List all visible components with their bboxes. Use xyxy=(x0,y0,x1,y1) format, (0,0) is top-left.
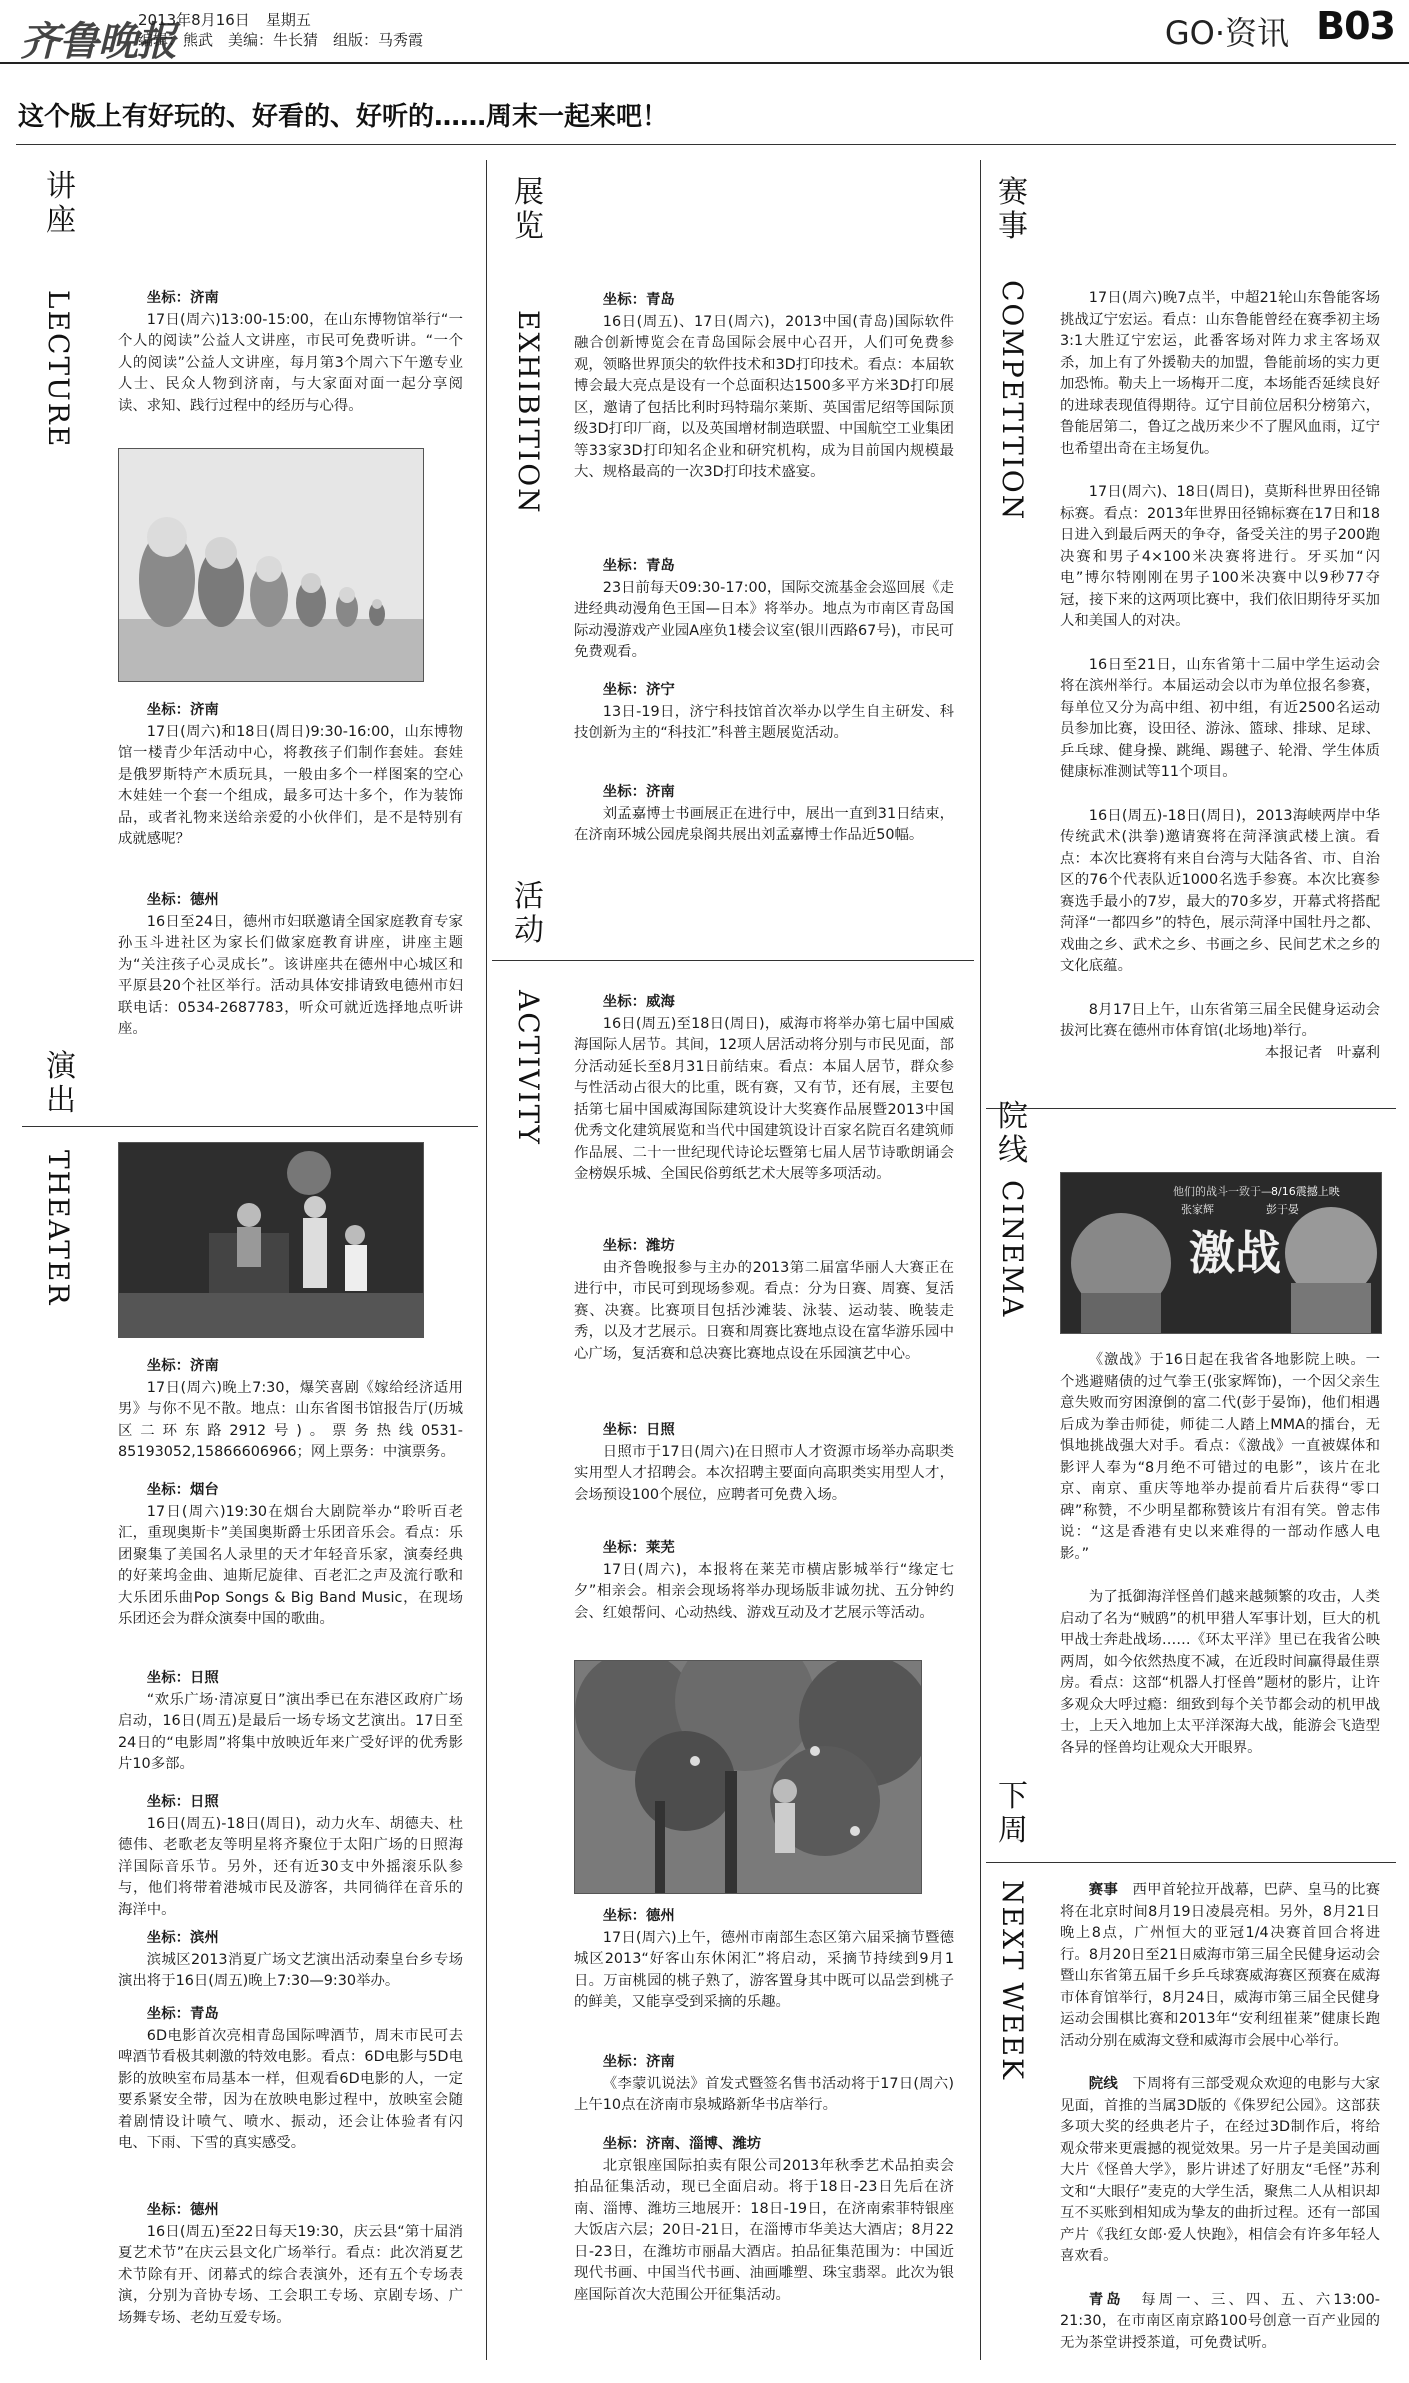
activity-item xyxy=(574,1538,954,1646)
item-body: 16日(周五)至22日每天19:30，庆云县“第十届消夏艺术节”在庆云县文化广场举行。看点：此次消夏艺术节除有开、闭幕式的综合表演外，还有五个专场表演，分别为音协专场、工会职工专场、京剧专场、广场舞专场、老幼互爱专场。 xyxy=(118,2223,463,2326)
coord-label: 坐标：青岛 xyxy=(602,558,675,574)
coord-label: 坐标：济南 xyxy=(146,1358,219,1374)
exhibition-label-en: EXHIBITION xyxy=(512,310,545,515)
column-divider xyxy=(980,160,981,2360)
theater-item xyxy=(118,1480,463,1653)
exhibition-item xyxy=(574,556,954,686)
exhibition-item xyxy=(574,782,954,869)
item-body: “欢乐广场·清凉夏日”演出季已在东港区政府广场启动，16日(周五)是最后一场专场文艺演出。17日至24日的“电影周”将集中放映近年来广受好评的优秀影片10多部。 xyxy=(118,1691,463,1772)
item-body: 日照市于17日(周六)在日照市人才资源市场举办高职类实用型人才招聘会。本次招聘主要面向高职类实用型人才，会场预设100个展位，应聘者可免费入场。 xyxy=(574,1443,954,1503)
item-body: 17日(周六)和18日(周日)9:30-16:00，山东博物馆一楼青少年活动中心，将教孩子们制作套娃。套娃是俄罗斯特产木质玩具，一般由多个一样图案的空心木娃娃一个套一个组成，最多可达十多个，作为装饰品，或者礼物来送给亲爱的小伙伴们，是不是特别有成就感呢？ xyxy=(118,723,463,847)
activity-item xyxy=(574,992,954,1208)
theater-item xyxy=(118,1356,463,1486)
matryoshka-dolls-photo xyxy=(118,448,424,682)
competition-text xyxy=(1060,288,1380,1086)
next-week-label: 下周 xyxy=(998,1779,1028,1848)
item-body: 23日前每天09:30-17:00，国际交流基金会巡回展《走进经典动漫角色王国—日本》将举办。地点为市南区青岛国际动漫游戏产业园A座负1楼会议室(银川西路67号)，市民可免费观看。 xyxy=(574,579,954,660)
reporter-signature: 本报记者 叶嘉利 xyxy=(1264,1044,1380,1061)
item-body: 西甲首轮拉开战幕，巴萨、皇马的比赛将在北京时间8月19日凌晨亮相。另外，8月21日晚上8点，广州恒大的亚冠1/4决赛首回合将进行。8月20日至21日威海市第三届全民健身运动会暨山东省第五届千乡乒乓球赛威海赛区预赛在威海市体育馆举行，8月24日，威海市第三届全民健身运动会围棋比赛和2013年“安利纽崔莱”健康长跑活动分别在威海文登和威海市会展中心举行。 xyxy=(1060,1882,1380,2049)
item-body: 17日(周六)，本报将在莱芜市横店影城举行“缘定七夕”相亲会。相亲会现场将举办现场版非诚勿扰、五分钟约会、红娘帮问、心动热线、游戏互动及才艺展示等活动。 xyxy=(574,1561,954,1621)
theater-item xyxy=(118,1928,463,2015)
stage-performance-photo xyxy=(118,1142,424,1338)
item-body: 滨城区2013消夏广场文艺演出活动秦皇台乡专场演出将于16日(周五)晚上7:30—9:30举办。 xyxy=(118,1951,463,1989)
coord-label: 坐标：德州 xyxy=(602,1908,675,1924)
activity-item xyxy=(574,2134,954,2328)
lecture-item xyxy=(118,700,463,873)
coord-label: 坐标：德州 xyxy=(146,2202,219,2218)
item-body: 17日(周六)、18日(周日)，莫斯科世界田径锦标赛。看点：2013年世界田径锦标赛在17日和18日进入到最后两天的争夺，备受关注的男子200跑决赛和男子4×100米决赛将进行。牙买加“闪电”博尔特刚刚在男子100米决赛中以9秒77夺冠，接下来的这两项比赛中，我们依旧期待牙买加人和美国人的对决。 xyxy=(1060,484,1380,629)
section-divider xyxy=(986,1108,1396,1109)
item-lead: 青岛 xyxy=(1088,2291,1124,2308)
activity-item xyxy=(574,1236,954,1387)
staff-credits: 编辑：熊武 美编：牛长猜 组版：马秀霞 xyxy=(138,31,424,49)
coord-label: 坐标：滨州 xyxy=(146,1930,219,1946)
section-name: GO·资讯 xyxy=(1164,14,1289,52)
issue-meta xyxy=(138,10,423,50)
coord-label: 坐标：济南 xyxy=(602,784,675,800)
item-body: 《激战》于16日起在我省各地影院上映。一个逃避赌债的过气拳王(张家辉饰)，一个因父亲生意失败而穷困潦倒的富二代(彭于晏饰)，他们相遇后成为拳击师徒，师徒二人踏上MMA的擂台，无惧地挑战强大对手。看点：《激战》一直被媒体和影评人奉为“8月绝不可错过的电影”，该片在北京、南京、重庆等地举办提前看片后获得“零口碑”称赞，不少明星都称赞该片有泪有笑。曾志伟说：“这是香港有史以来难得的一部动作感人电影。” xyxy=(1060,1352,1380,1562)
column-divider xyxy=(486,160,487,2360)
item-body: 17日(周六)19:30在烟台大剧院举办“聆听百老汇，重现奥斯卡”美国奥斯爵士乐团音乐会。看点：乐团聚集了美国名人录里的天才年轻音乐家，演奏经典的好莱坞金曲、迪斯尼旋律、百老汇之声及流行歌和大乐团乐曲Pop Songs & Big Band Music，在现场乐团还会为群众演奏中国的歌曲。 xyxy=(118,1503,463,1627)
item-body: 下周将有三部受观众欢迎的电影与大家见面，首推的当属3D版的《侏罗纪公园》。这部获多项大奖的经典老片子，在经过3D制作后，将给观众带来更震撼的视觉效果。另一片子是美国动画大片《怪兽大学》，影片讲述了好朋友“毛怪”苏利文和“大眼仔”麦克的大学生活，聚焦二人从相识却互不买账到相知成为挚友的曲折过程。还有一部国产片《我红女郎·爱人快跑》，相信会有许多年轻人喜欢看。 xyxy=(1060,2076,1380,2264)
exhibition-item xyxy=(574,680,954,767)
coord-label: 坐标：济宁 xyxy=(602,682,675,698)
coord-label: 坐标：烟台 xyxy=(146,1482,219,1498)
page-headline: 这个版上有好玩的、好看的、好听的……周末一起来吧！ xyxy=(18,102,669,132)
item-body: 由齐鲁晚报参与主办的2013第二届富华丽人大赛正在进行中，市民可到现场参观。看点：分为日赛、周赛、复活赛、决赛。比赛项目包括沙滩装、泳装、运动装、晚装走秀，以及才艺展示。日赛和周赛比赛地点设在富华游乐园中心广场，复活赛和总决赛比赛地点设在乐园演艺中心。 xyxy=(574,1259,954,1362)
activity-item xyxy=(574,2052,954,2139)
item-body: 16日(周五)至18日(周日)，威海市将举办第七届中国威海国际人居节。其间，12项人居活动将分别与市民见面，部分活动延长至8月31日前结束。看点：本届人居节，群众参与性活动占很大的比重，既有赛，又有节，还有展，主要包括第七届中国威海国际建筑设计大奖赛作品展暨2013中国优秀文化建筑展览和当代中国建筑设计百家名院百名建筑师作品展、二十一世纪现代诗论坛暨第七届人居节诗歌朗诵会金榜娱乐城、全国民俗剪纸艺术大展等多项活动。 xyxy=(574,1015,954,1182)
exhibition-label: 展览 xyxy=(514,175,544,244)
next-week-label-en: NEXT WEEK xyxy=(996,1880,1029,2082)
activity-label: 活动 xyxy=(514,879,544,948)
lecture-item xyxy=(118,288,463,439)
poster-actor1: 张家辉 xyxy=(1181,1203,1214,1216)
poster-tagline: 他们的战斗一致于— xyxy=(1173,1185,1272,1198)
item-body: 17日(周六)上午，德州市南部生态区第六届采摘节暨德城区2013“好客山东休闲汇”将启动，采摘节持续到9月1日。万亩桃园的桃子熟了，游客置身其中既可以品尝到桃子的鲜美，又能享受到采摘的乐趣。 xyxy=(574,1929,954,2010)
item-lead: 院线 xyxy=(1088,2076,1118,2092)
theater-item xyxy=(118,2004,463,2177)
item-body: 北京银座国际拍卖有限公司2013年秋季艺术品拍卖会拍品征集活动，现已全面启动。将于18日-23日先后在济南、淄博、潍坊三地展开：18日-19日，在济南索菲特银座大饭店六层；20日-21日，在淄博市华美达大酒店；8月22日-23日，在潍坊市丽晶大酒店。拍品征集范围为：中国近现代书画、中国当代书画、油画雕塑、珠宝翡翠。此次为银座国际首次大范围公开征集活动。 xyxy=(574,2157,954,2303)
lecture-item xyxy=(118,890,463,1063)
coord-label: 坐标：青岛 xyxy=(602,292,675,308)
masthead xyxy=(0,0,1409,64)
item-body: 17日(周六)13:00-15:00，在山东博物馆举行“一个人的阅读”公益人文讲座，市民可免费听讲。“一个人的阅读”公益人文讲座，每月第3个周六下午邀专业人士、民众人物到济南，与大家面对面一起分享阅读、求知、践行过程中的经历与心得。 xyxy=(118,311,463,414)
theater-item xyxy=(118,2200,463,2351)
issue-date: 2013年8月16日 xyxy=(138,11,250,29)
item-body: 16日至21日，山东省第十二届中学生运动会将在滨州举行。本届运动会以市为单位报名参赛，每单位又分为高中组、初中组，有近2500名运动员参加比赛，设田径、游泳、篮球、排球、足球、乒乓球、健身操、跳绳、踢毽子、轮滑、学生体质健康标准测试等11个项目。 xyxy=(1060,656,1380,780)
exhibition-item xyxy=(574,290,954,506)
coord-label: 坐标：德州 xyxy=(146,892,219,908)
coord-label: 坐标：威海 xyxy=(602,994,675,1010)
theater-item xyxy=(118,1668,463,1798)
peach-orchard-photo xyxy=(574,1660,922,1894)
theater-label-en: THEATER xyxy=(42,1150,75,1307)
activity-label-en: ACTIVITY xyxy=(512,990,545,1146)
item-body: 为了抵御海洋怪兽们越来越频繁的攻击，人类启动了名为“贼鸥”的机甲猎人军事计划，巨大的机甲战士奔赴战场……《环太平洋》里已在我省公映两周，如今依然热度不减，在近段时间赢得最佳票房。看点：这部“机器人打怪兽”题材的影片，让许多观众大呼过瘾：细致到每个关节都会动的机甲战士，上天入地加上太平洋深海大战，能游会飞造型各异的怪兽均让观众大开眼界。 xyxy=(1060,1589,1380,1756)
poster-date: 8/16震撼上映 xyxy=(1271,1185,1340,1198)
next-week-text xyxy=(1060,1880,1380,2376)
coord-label: 坐标：日照 xyxy=(146,1670,219,1686)
coord-label: 坐标：日照 xyxy=(602,1422,675,1438)
item-body: 16日(周五)、17日(周六)，2013中国(青岛)国际软件融合创新博览会在青岛国际会展中心召开，人们可免费参观，领略世界顶尖的软件技术和3D打印技术。看点：本届软博会最大亮点是设有一个总面积达1500多平方米3D打印展区，邀请了包括比利时玛特瑞尔莱斯、英国雷尼绍等国际顶级3D打印厂商，以及英国增材制造联盟、中国航空工业集团等33家3D打印知名企业和研究机构，成为目前国内规模最大、规格最高的一次3D打印技术盛宴。 xyxy=(574,313,955,480)
headline-rule xyxy=(16,144,1396,145)
coord-label: 坐标：济南 xyxy=(602,2054,675,2070)
coord-label: 坐标：青岛 xyxy=(146,2006,219,2022)
item-body: 6D电影首次亮相青岛国际啤酒节，周末市民可去啤酒节看极其刺激的特效电影。看点：6D电影与5D电影的放映室布局基本一样，但观看6D电影的人，一定要系紧安全带，因为在放映电影过程中，放映室会随着剧情设计喷气、喷水、振动，还会让体验者有闪电、下雨、下雪的真实感受。 xyxy=(118,2027,463,2151)
poster-actor2: 彭于晏 xyxy=(1266,1203,1299,1216)
poster-title: 激战 xyxy=(1189,1226,1281,1280)
activity-item xyxy=(574,1906,954,2036)
issue-weekday: 星期五 xyxy=(265,11,311,29)
lecture-label: 讲座 xyxy=(46,169,76,238)
item-lead: 赛事 xyxy=(1088,1882,1118,1898)
page-number: B03 xyxy=(1316,4,1395,48)
newspaper-logo: 齐鲁晚报 xyxy=(20,18,176,65)
section-divider xyxy=(492,960,974,961)
theater-item xyxy=(118,1792,463,1943)
item-body: 17日(周六)晚上7:30，爆笑喜剧《嫁给经济适用男》与你不见不散。地点：山东省图书馆报告厅(历城区二环东路2912号)。票务热线0531-85193052,15866606966；网上票务：中演票务。 xyxy=(118,1379,463,1460)
item-body: 《李蒙讥说法》首发式暨签名售书活动将于17日(周六)上午10点在济南市泉城路新华书店举行。 xyxy=(574,2075,954,2113)
coord-label: 坐标：莱芜 xyxy=(602,1540,675,1556)
movie-poster xyxy=(1060,1172,1382,1334)
item-body: 16日(周五)-18日(周日)，动力火车、胡德夫、杜德伟、老歌老友等明星将齐聚位于太阳广场的日照海洋国际音乐节。另外，还有近30支中外摇滚乐队参与，他们将带着港城市民及游客，共同徜徉在音乐的海洋中。 xyxy=(118,1815,463,1918)
coord-label: 坐标：济南 xyxy=(146,290,219,306)
coord-label: 坐标：济南、淄博、潍坊 xyxy=(602,2136,762,2152)
section-divider xyxy=(986,1862,1396,1863)
item-body: 17日(周六)晚7点半，中超21轮山东鲁能客场挑战辽宁宏运。看点：山东鲁能曾经在赛季初主场3:1大胜辽宁宏运，此番客场对阵力求主客场双杀，加上有了外援勒夫的加盟，鲁能前场的实力更加恐怖。勒夫上一场梅开二度，本场能否延续良好的进球表现值得期待。辽宁目前位居积分榜第六，鲁能居第二，鲁辽之战历来少不了腥风血雨，辽宁也希望出奇在主场复仇。 xyxy=(1060,290,1380,457)
coord-label: 坐标：济南 xyxy=(146,702,219,718)
item-body: 8月17日上午，山东省第三届全民健身运动会拔河比赛在德州市体育馆(北场地)举行。 xyxy=(1060,1001,1380,1039)
coord-label: 坐标：日照 xyxy=(146,1794,219,1810)
item-body: 刘孟嘉博士书画展正在进行中，展出一直到31日结束，在济南环城公园虎泉阁共展出刘孟嘉博士作品近50幅。 xyxy=(574,805,954,843)
activity-item xyxy=(574,1420,954,1528)
item-body: 每周一、三、四、五、六13:00-21:30，在市南区南京路100号创意一百产业园的无为茶堂讲授茶道，可免费试听。 xyxy=(1060,2291,1380,2351)
cinema-label: 院线 xyxy=(998,1099,1028,1168)
competition-label: 赛事 xyxy=(998,175,1028,244)
cinema-label-en: CINEMA xyxy=(996,1180,1029,1319)
item-body: 13日-19日，济宁科技馆首次举办以学生自主研发、科技创新为主的“科技汇”科普主题展览活动。 xyxy=(574,703,954,741)
cinema-text xyxy=(1060,1350,1380,1781)
item-body: 16日(周五)-18日(周日)，2013海峡两岸中华传统武术(洪拳)邀请赛将在菏泽演武楼上演。看点：本次比赛将有来自台湾与大陆各省、市、自治区的76个代表队近1000名选手参赛。本次比赛参赛选手最小的7岁，最大的70多岁，开幕式将搭配菏泽“一都四乡”的特色，展示菏泽中国牡丹之都、戏曲之乡、武术之乡、书画之乡、民间艺术之乡的文化底蕴。 xyxy=(1060,807,1380,974)
coord-label: 坐标：潍坊 xyxy=(602,1238,675,1254)
competition-label-en: COMPETITION xyxy=(996,280,1029,522)
item-body: 16日至24日，德州市妇联邀请全国家庭教育专家孙玉斗进社区为家长们做家庭教育讲座，讲座主题为“关注孩子心灵成长”。该讲座共在德州中心城区和平原县20个社区举行。活动具体安排请致电德州市妇联电话：0534-2687783，听众可就近选择地点听讲座。 xyxy=(118,913,463,1037)
theater-label: 演出 xyxy=(46,1049,76,1118)
lecture-label-en: LECTURE xyxy=(42,290,75,449)
section-divider xyxy=(22,1126,478,1127)
